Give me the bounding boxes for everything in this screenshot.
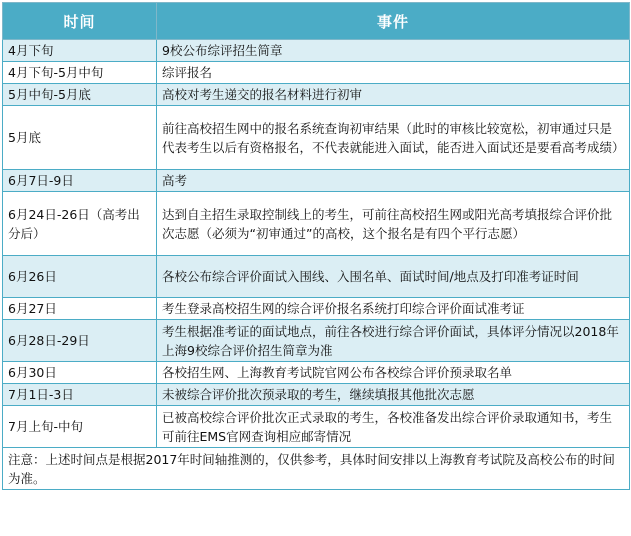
note-text: 注意：上述时间点是根据2017年时间轴推测的，仅供参考，具体时间安排以上海教育考试院及高校公布的时间为准。	[3, 448, 630, 490]
table-row	[3, 192, 630, 256]
time-cell: 4月下旬-5月中旬	[3, 62, 157, 84]
time-cell: 4月下旬	[3, 40, 157, 62]
table-header-row	[3, 3, 630, 40]
event-cell: 高校对考生递交的报名材料进行初审	[157, 84, 630, 106]
table-row	[3, 298, 630, 320]
event-cell: 前往高校招生网中的报名系统查询初审结果（此时的审核比较宽松，初审通过只是代表考生以后有资格报名，不代表就能进入面试，能否进入面试还是要看高考成绩）	[157, 106, 630, 170]
time-cell: 6月7日-9日	[3, 170, 157, 192]
schedule-table-container	[2, 2, 629, 490]
event-cell: 达到自主招生录取控制线上的考生，可前往高校招生网或阳光高考填报综合评价批次志愿（必须为“初审通过”的高校，这个报名是有四个平行志愿）	[157, 192, 630, 256]
table-row	[3, 62, 630, 84]
event-cell: 考生登录高校招生网的综合评价报名系统打印综合评价面试准考证	[157, 298, 630, 320]
event-cell: 已被高校综合评价批次正式录取的考生，各校准备发出综合评价录取通知书，考生可前往EMS官网查询相应邮寄情况	[157, 406, 630, 448]
time-cell: 7月上旬-中旬	[3, 406, 157, 448]
header-time: 时间	[3, 3, 157, 40]
schedule-table	[2, 2, 630, 490]
event-cell: 各校公布综合评价面试入围线、入围名单、面试时间/地点及打印准考证时间	[157, 256, 630, 298]
event-cell: 9校公布综评招生简章	[157, 40, 630, 62]
table-row	[3, 362, 630, 384]
table-row	[3, 320, 630, 362]
time-cell: 6月30日	[3, 362, 157, 384]
event-cell: 综评报名	[157, 62, 630, 84]
time-cell: 6月24日-26日（高考出分后）	[3, 192, 157, 256]
time-cell: 5月中旬-5月底	[3, 84, 157, 106]
time-cell: 5月底	[3, 106, 157, 170]
table-row	[3, 406, 630, 448]
event-cell: 高考	[157, 170, 630, 192]
time-cell: 6月28日-29日	[3, 320, 157, 362]
time-cell: 6月26日	[3, 256, 157, 298]
time-cell: 7月1日-3日	[3, 384, 157, 406]
table-row	[3, 84, 630, 106]
table-row	[3, 256, 630, 298]
header-event: 事件	[157, 3, 630, 40]
event-cell: 考生根据准考证的面试地点，前往各校进行综合评价面试，具体评分情况以2018年上海9校综合评价招生简章为准	[157, 320, 630, 362]
event-cell: 各校招生网、上海教育考试院官网公布各校综合评价预录取名单	[157, 362, 630, 384]
table-row	[3, 106, 630, 170]
table-row	[3, 170, 630, 192]
event-cell: 未被综合评价批次预录取的考生，继续填报其他批次志愿	[157, 384, 630, 406]
table-row	[3, 384, 630, 406]
table-row	[3, 40, 630, 62]
note-row	[3, 448, 630, 490]
time-cell: 6月27日	[3, 298, 157, 320]
